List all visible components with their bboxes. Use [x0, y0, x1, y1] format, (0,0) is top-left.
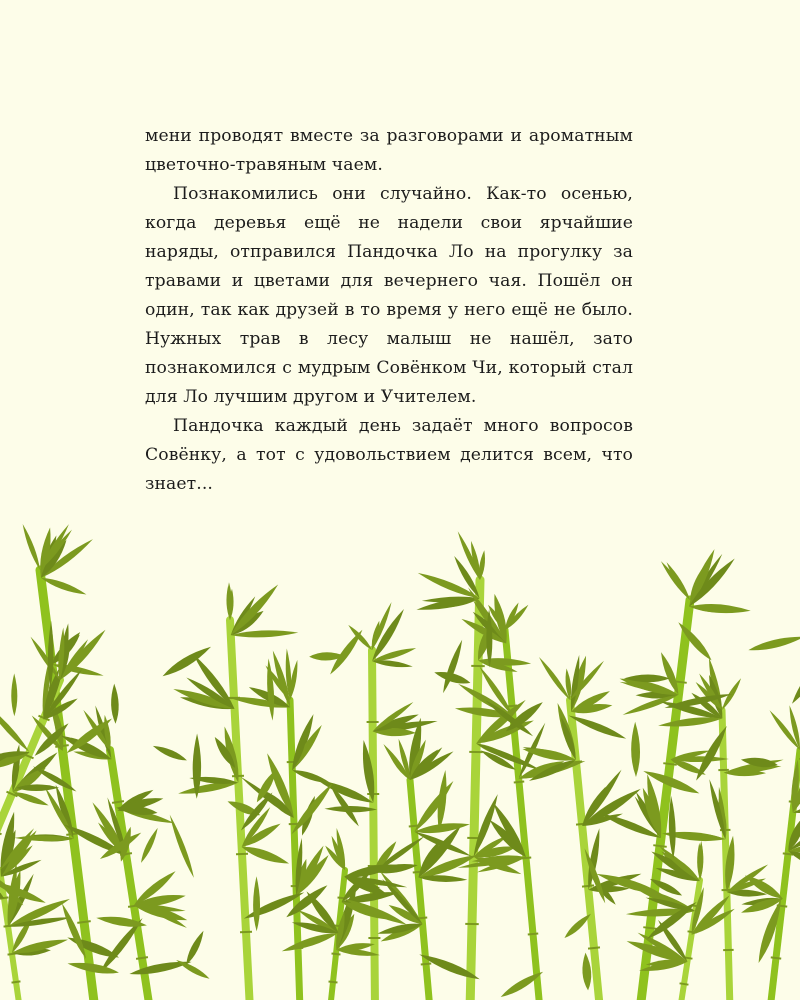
- bamboo-leaf: [324, 806, 377, 813]
- bamboo-node: [643, 927, 656, 929]
- paragraph-2: Познакомились они случайно. Как-то осенью, когда деревья ещё не надели свои ярчайшие наряды, отправился Пандочка Ло на прогулку за травами и цветами для вечернего чая. Пошёл он один, так как друзей в то время у него ещё не было. Нужных трав в лесу малыш не нашёл, зато познакомился с мудрым Совёнком Чи, который стал для Ло лучшим другом и Учителем.: [145, 184, 633, 407]
- bamboo-leaf: [129, 958, 193, 978]
- bamboo-node: [582, 885, 594, 886]
- bamboo-leaf: [689, 602, 751, 615]
- bamboo-node: [680, 983, 689, 984]
- bamboo-node: [329, 982, 338, 983]
- bamboo-leaf: [152, 743, 189, 764]
- bamboo-leaf: [253, 876, 260, 931]
- bamboo-leaf: [789, 650, 800, 706]
- paragraph-3: Пандочка каждый день задаёт много вопросов Совёнку, а тот с удовольствием делится всем, что знает...: [145, 416, 633, 494]
- bamboo-leaf: [413, 829, 473, 859]
- bamboo-node: [771, 957, 781, 958]
- bamboo-leaf: [167, 814, 196, 879]
- bamboo-illustration: [0, 450, 800, 1000]
- bamboo-node: [663, 763, 676, 765]
- bamboo-stalk: [110, 750, 150, 1000]
- bamboo-leaf: [110, 684, 119, 724]
- bamboo-stalk: [505, 630, 540, 1000]
- story-text: [145, 122, 633, 499]
- bamboo-leaf: [631, 722, 641, 777]
- bamboo-node: [588, 947, 600, 948]
- bamboo-node: [136, 957, 148, 959]
- bamboo-node: [12, 981, 21, 982]
- bamboo-node: [514, 782, 524, 783]
- bamboo-leaf: [20, 523, 42, 571]
- bamboo-leaf: [11, 673, 17, 716]
- bamboo-node: [77, 921, 90, 923]
- bamboo-leaf: [686, 556, 737, 609]
- bamboo-node: [421, 964, 431, 965]
- bamboo-leaf: [228, 582, 281, 638]
- bamboo-stalk: [470, 580, 480, 1000]
- bamboo-node: [240, 932, 252, 933]
- bamboo-leaf: [183, 929, 206, 966]
- bamboo-leaf: [581, 952, 592, 990]
- bamboo-node: [528, 934, 538, 935]
- bamboo-leaf: [139, 827, 161, 864]
- bamboo-node: [112, 801, 124, 803]
- bamboo-leaves: [0, 523, 800, 1000]
- bamboo-node: [332, 954, 341, 955]
- bamboo-leaf: [664, 561, 692, 601]
- paragraph-1: мени проводят вместе за разговорами и ароматным цветочно-травяным чаем.: [145, 126, 633, 175]
- bamboo-leaf: [478, 657, 531, 667]
- bamboo-leaf: [12, 789, 50, 808]
- bamboo-node: [236, 854, 248, 855]
- bamboo-leaf: [747, 633, 800, 654]
- bamboo-leaf: [175, 957, 211, 981]
- bamboo-stalk: [372, 650, 375, 1000]
- bamboo-leaf: [240, 843, 290, 868]
- bamboo-stalk: [680, 880, 700, 1000]
- bamboo-leaf: [327, 628, 365, 677]
